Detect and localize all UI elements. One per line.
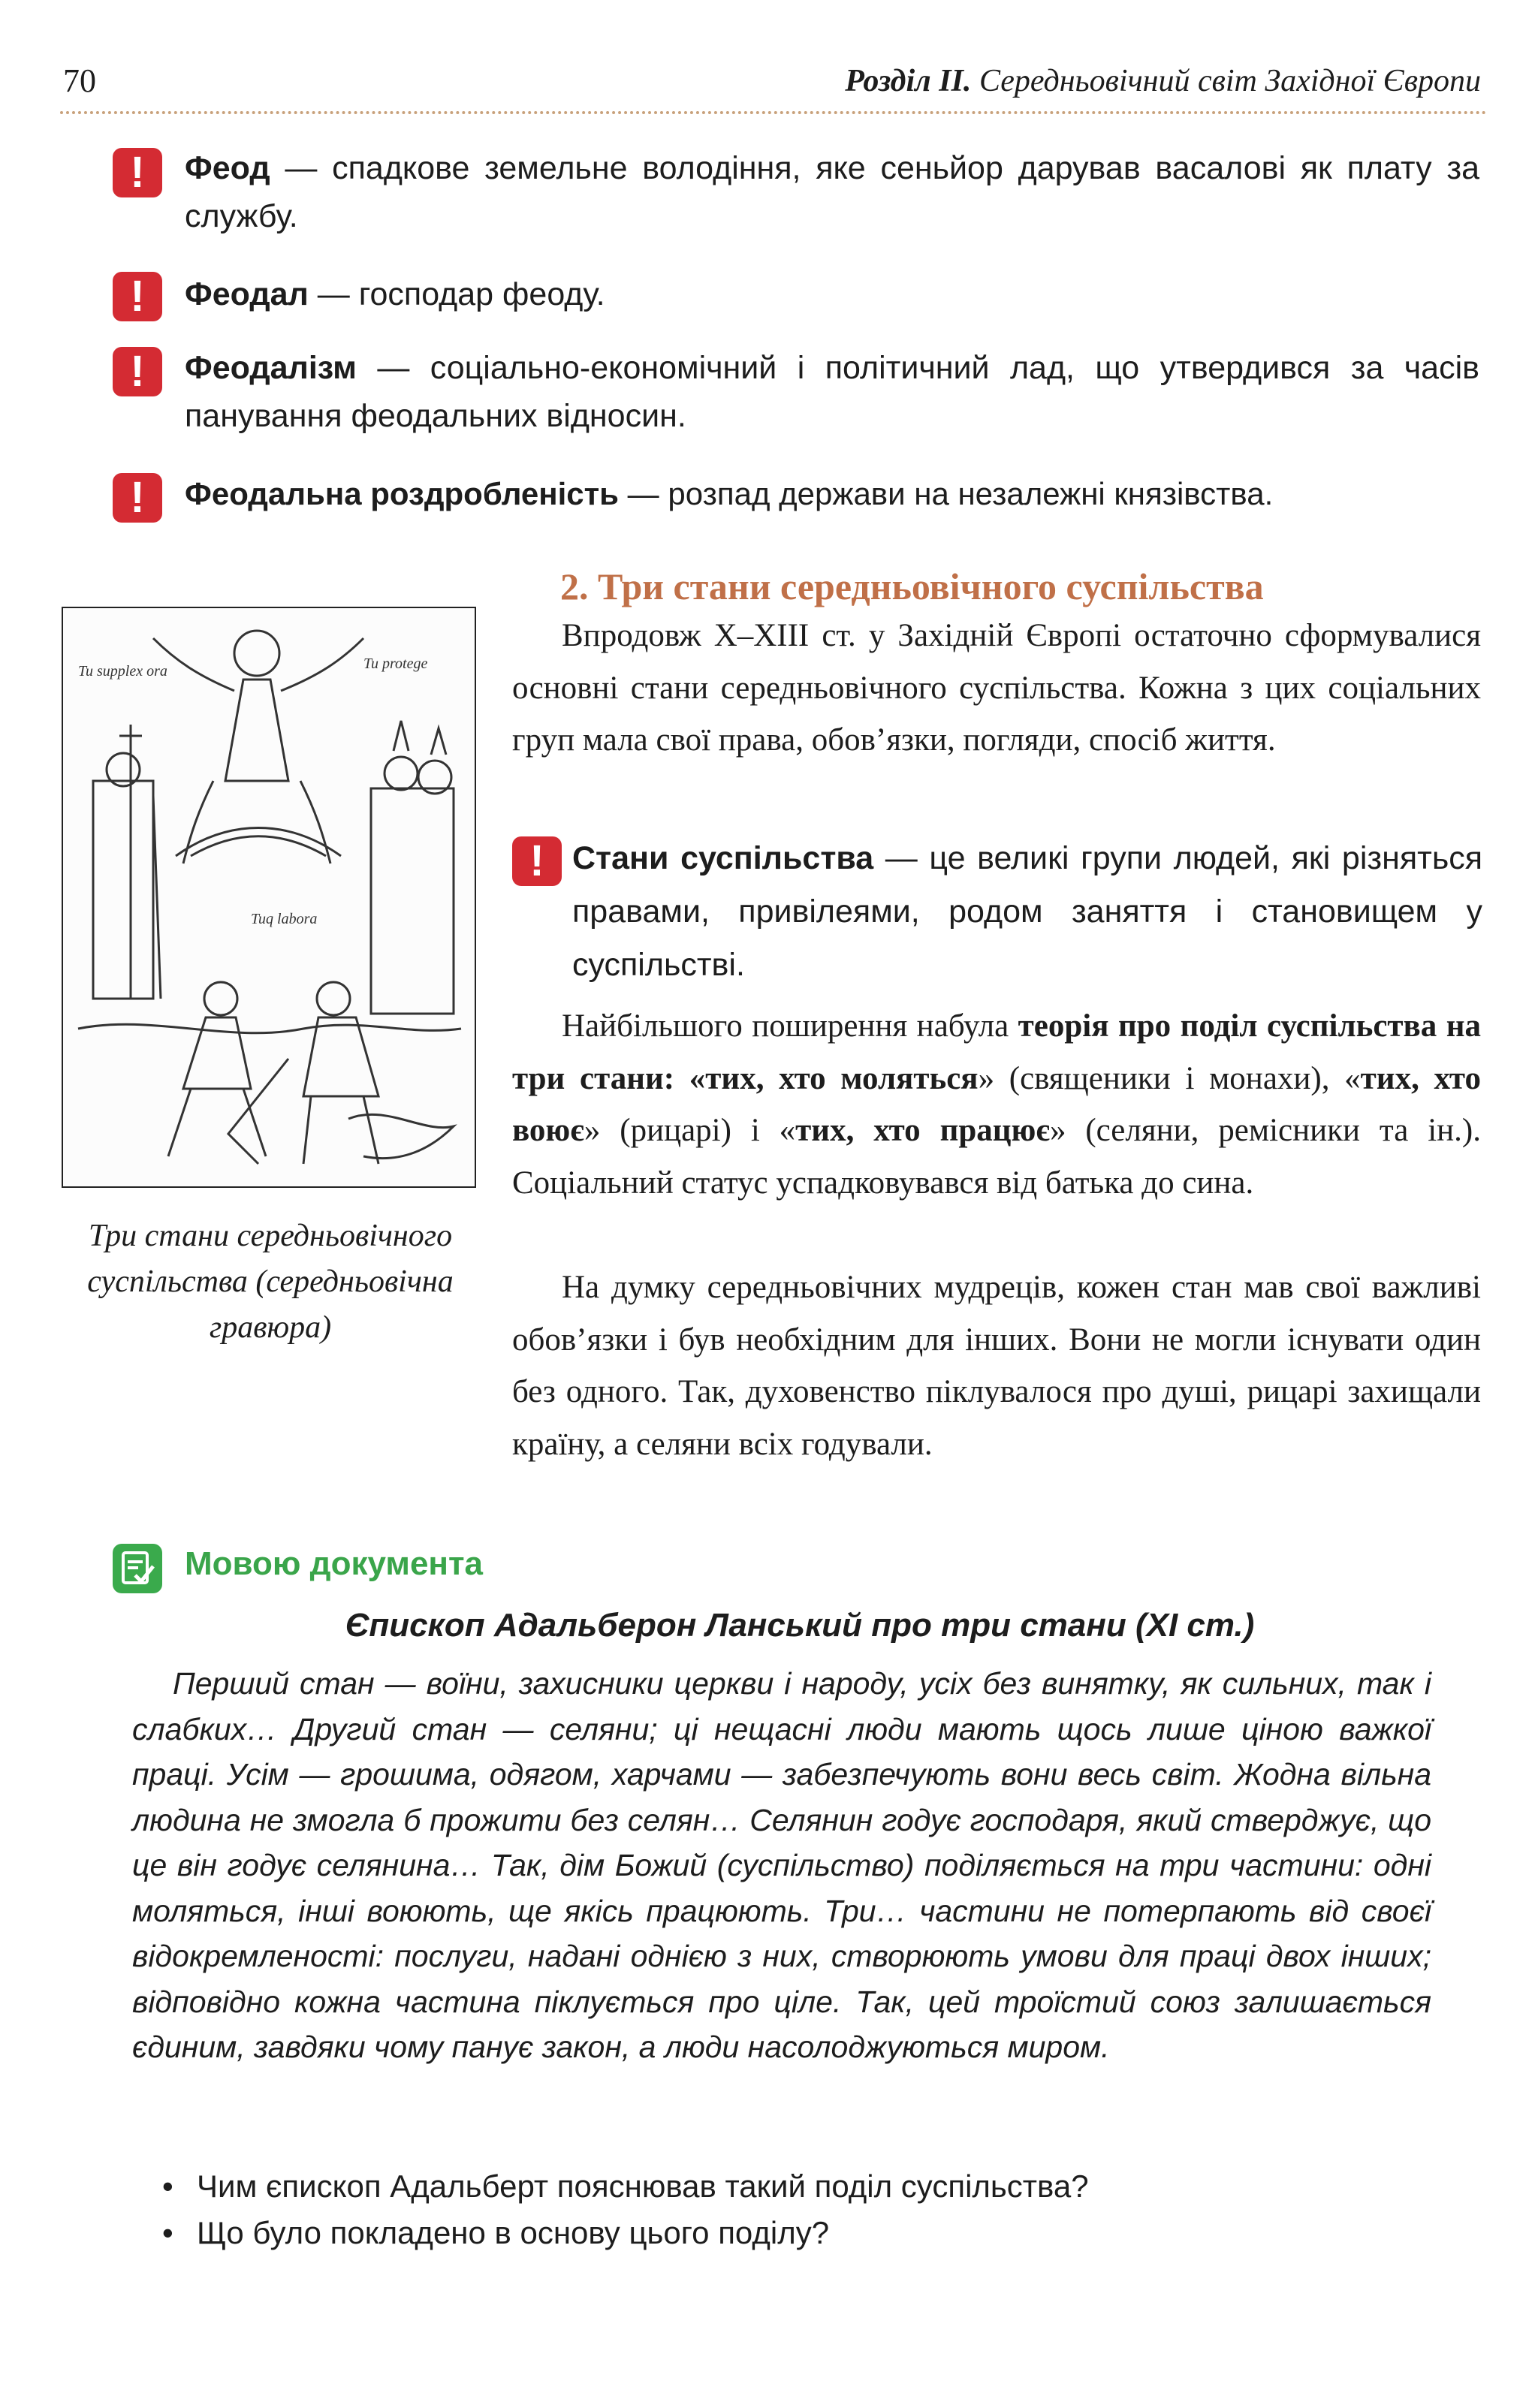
section-label: Розділ ІІ. [845,64,972,98]
definition-feudal: Феодал — господар феоду. [185,276,605,312]
definition-feudalism: Феодалізм — соціально-економічний і політичний лад, що утвердився за часів панування феодальних відносин. [185,350,1479,434]
opinion-paragraph: На думку середньовічних мудреців, кожен стан мав свої важливі обов’язки і був необхідним для інших. Вони не могли існувати один без одного. Так, духовенство піклувалося про душі, рицарі захищали країну, а селяни всіх годували. [512,1270,1481,1462]
intro-paragraph: Впродовж Х–ХІІІ ст. у Західній Європі остаточно сформувалися основні стани середньовічного суспільства. Кожна з цих соціальних груп мала свої права, обов’язки, погляди, спосіб життя. [512,618,1481,758]
page-number: 70 [63,62,96,99]
definition-feud: Феод — спадкове земельне володіння, яке сеньйор дарував васалові як плату за службу. [185,150,1479,234]
running-header [60,62,1487,107]
theory-paragraph: Найбільшого поширення набула теорія про поділ суспільства на три стани: «тих, хто моляться» (священики і монахи), «тих, хто воює» (рицарі) і «тих, хто працює» (селяни, ремісники та ін.). Соціальний статус успадковувався від батька до сина. [512,1008,1481,1201]
definition-estates: Стани суспільства — це великі групи людей, які різняться правами, привілеями, родом заняття і становищем у суспільстві. [572,840,1483,983]
engraving-image [62,607,476,1188]
image-caption: Три стани середньовічного суспільства (середньовічна гравюра) [87,1219,454,1345]
document-title: Єпископ Адальберон Ланський про три стани (ХІ ст.) [345,1607,1255,1644]
question-item: • Що було покладено в основу цього поділу? [197,2215,829,2251]
document-text: Перший стан — воїни, захисники церкви і народу, усіх без винятку, як сильних, так і слабких… Другий стан — селяни; ці нещасні люди мають щось лише ціною важкої праці. Усім — грошима, одягом, харчами — забезпечують вони весь світ. Жодна вільна людина не змогла б прожити без селян… Селянин годує господаря, який стверджує, що це він годує селянина… Так, дім Божий (суспільство) поділяється на три частини: одні моляться, інші воюють, ще якісь працюють. Три… частини не потерпають від своєї відокремленості: послуги, надані однією з них, створюють умови для праці двох інших; відповідно кожна частина піклується про ціле. Так, цей троїстий союз залишається єдиним, завдяки чому панує закон, а люди насолоджуються миром. [132,1666,1431,2064]
definition-fragmentation: Феодальна роздробленість — розпад держави на незалежні князівства. [185,476,1274,511]
document-icon [113,1544,162,1593]
engraving-label-labor: Tuq labora [251,911,318,927]
exclamation-icon: ! [512,836,562,886]
engraving-label-pray: Tu supplex ora [78,663,167,680]
document-heading: Мовою документа [185,1545,484,1582]
section-heading: 2. Три стани середньовічного суспільства [560,565,1264,607]
question-item: • Чим єпископ Адальберт пояснював такий поділ суспільства? [197,2168,1089,2205]
engraving-label-protect: Tu protege [363,655,428,672]
exclamation-icon: ! [113,473,162,523]
exclamation-icon: ! [113,148,162,197]
exclamation-icon: ! [113,272,162,321]
header-divider [60,111,1487,114]
engraving-drawing [63,608,475,1186]
section-title: Середньовічний світ Західної Європи [979,64,1481,98]
exclamation-icon: ! [113,347,162,396]
running-title [845,63,1481,99]
